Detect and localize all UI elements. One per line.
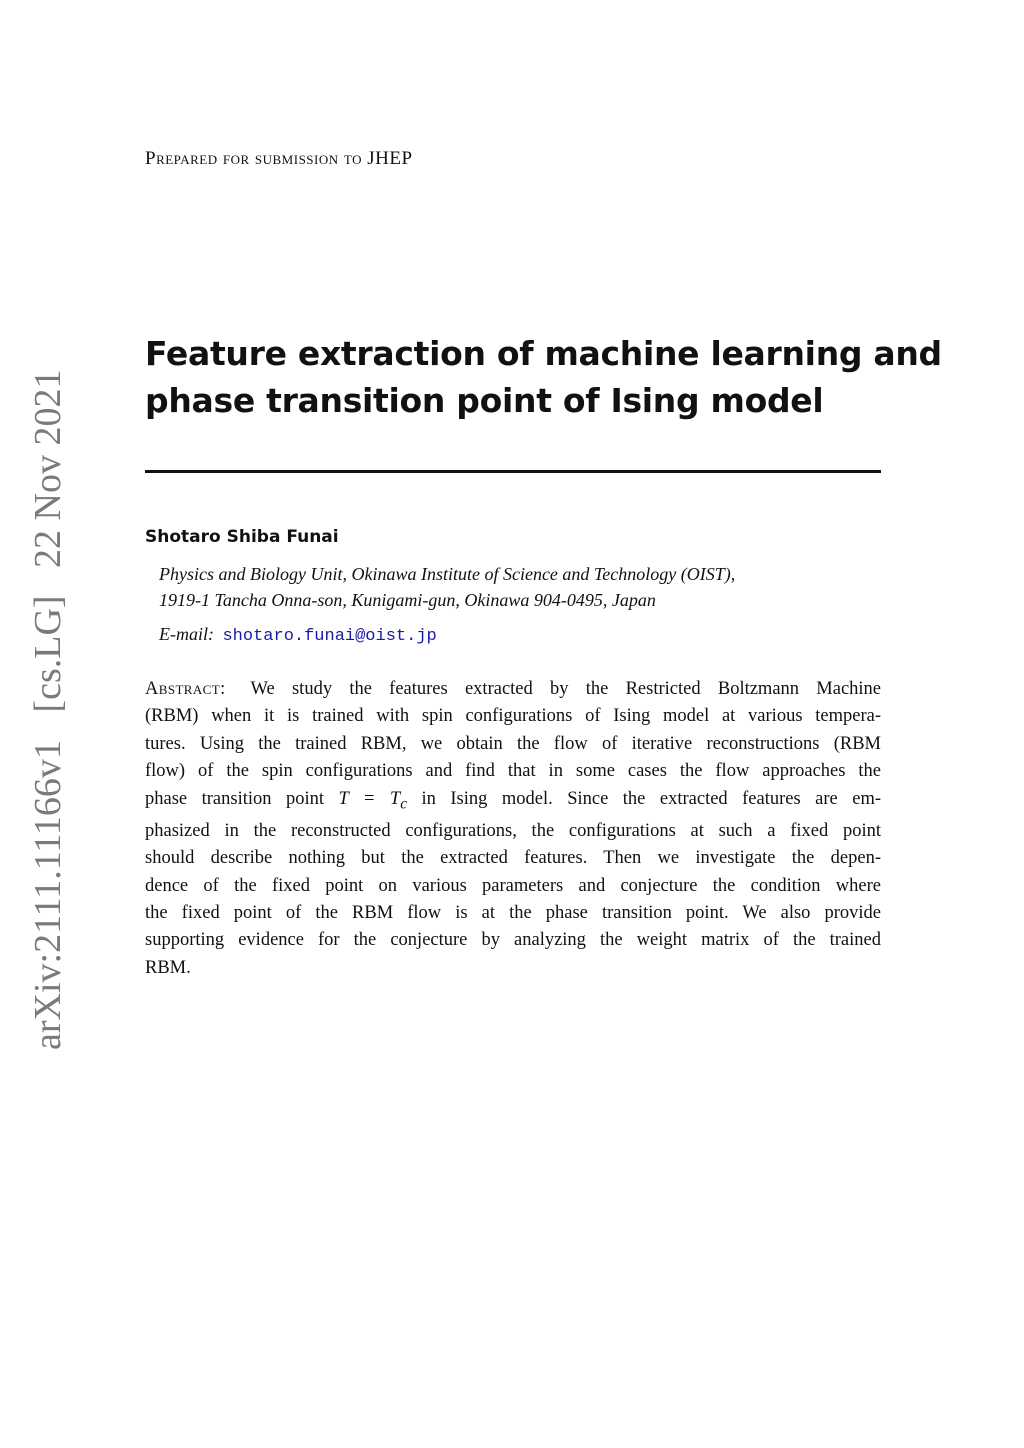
title-line: Feature extraction of machine learning and: [145, 334, 942, 373]
abstract-text: We study the features extracted by the Restricted Boltzmann Machine: [250, 679, 882, 699]
arxiv-category: [cs.LG]: [27, 595, 69, 713]
math-main: T = T: [338, 788, 401, 809]
abstract-heading: Abstract:: [145, 679, 226, 699]
abstract-line: supporting evidence for the conjecture by analyzing the weight matrix of the trained: [145, 930, 881, 951]
title-divider: [145, 470, 881, 473]
math-expression: [338, 788, 408, 813]
journal-note: Prepared for submission to JHEP: [145, 148, 413, 169]
email-link[interactable]: shotaro.funai@oist.jp: [222, 627, 437, 646]
abstract: [145, 676, 881, 982]
arxiv-stamp: [20, 369, 76, 1050]
affiliation-line: Physics and Biology Unit, Okinawa Institute of Science and Technology (OIST),: [159, 564, 736, 584]
abstract-line: phasized in the reconstructed configurations, the configurations at such a fixed point: [145, 820, 881, 841]
arxiv-date: 22 Nov 2021: [27, 369, 69, 568]
author-name: Shotaro Shiba Funai: [145, 527, 339, 547]
abstract-line: (RBM) when it is trained with spin configurations of Ising model at various tempera-: [145, 706, 881, 727]
email-label: E-mail:: [159, 624, 214, 644]
abstract-line: tures. Using the trained RBM, we obtain the flow of iterative reconstructions (RBM: [145, 733, 881, 754]
email-row: [159, 624, 437, 646]
abstract-line: flow) of the spin configurations and find that in some cases the flow approaches the: [145, 761, 881, 782]
abstract-line: RBM.: [145, 957, 191, 978]
abstract-line: dence of the fixed point on various parameters and conjecture the condition where: [145, 875, 881, 896]
abstract-line: the fixed point of the RBM flow is at the phase transition point. We also provide: [145, 902, 881, 923]
affiliation-line: 1919-1 Tancha Onna-son, Kunigami-gun, Okinawa 904-0495, Japan: [159, 590, 656, 610]
paper-title: [145, 330, 942, 424]
author-affiliation: [159, 561, 735, 613]
title-line: phase transition point of Ising model: [145, 381, 824, 420]
abstract-text: phase transition point: [145, 788, 324, 809]
abstract-text: in Ising model. Since the extracted features are em-: [421, 788, 881, 809]
abstract-line: should describe nothing but the extracted features. Then we investigate the depen-: [145, 848, 881, 869]
math-subscript: c: [400, 795, 408, 813]
abstract-line: [145, 676, 881, 703]
arxiv-id: arXiv:2111.11166v1: [27, 740, 69, 1050]
abstract-line: [145, 786, 881, 818]
